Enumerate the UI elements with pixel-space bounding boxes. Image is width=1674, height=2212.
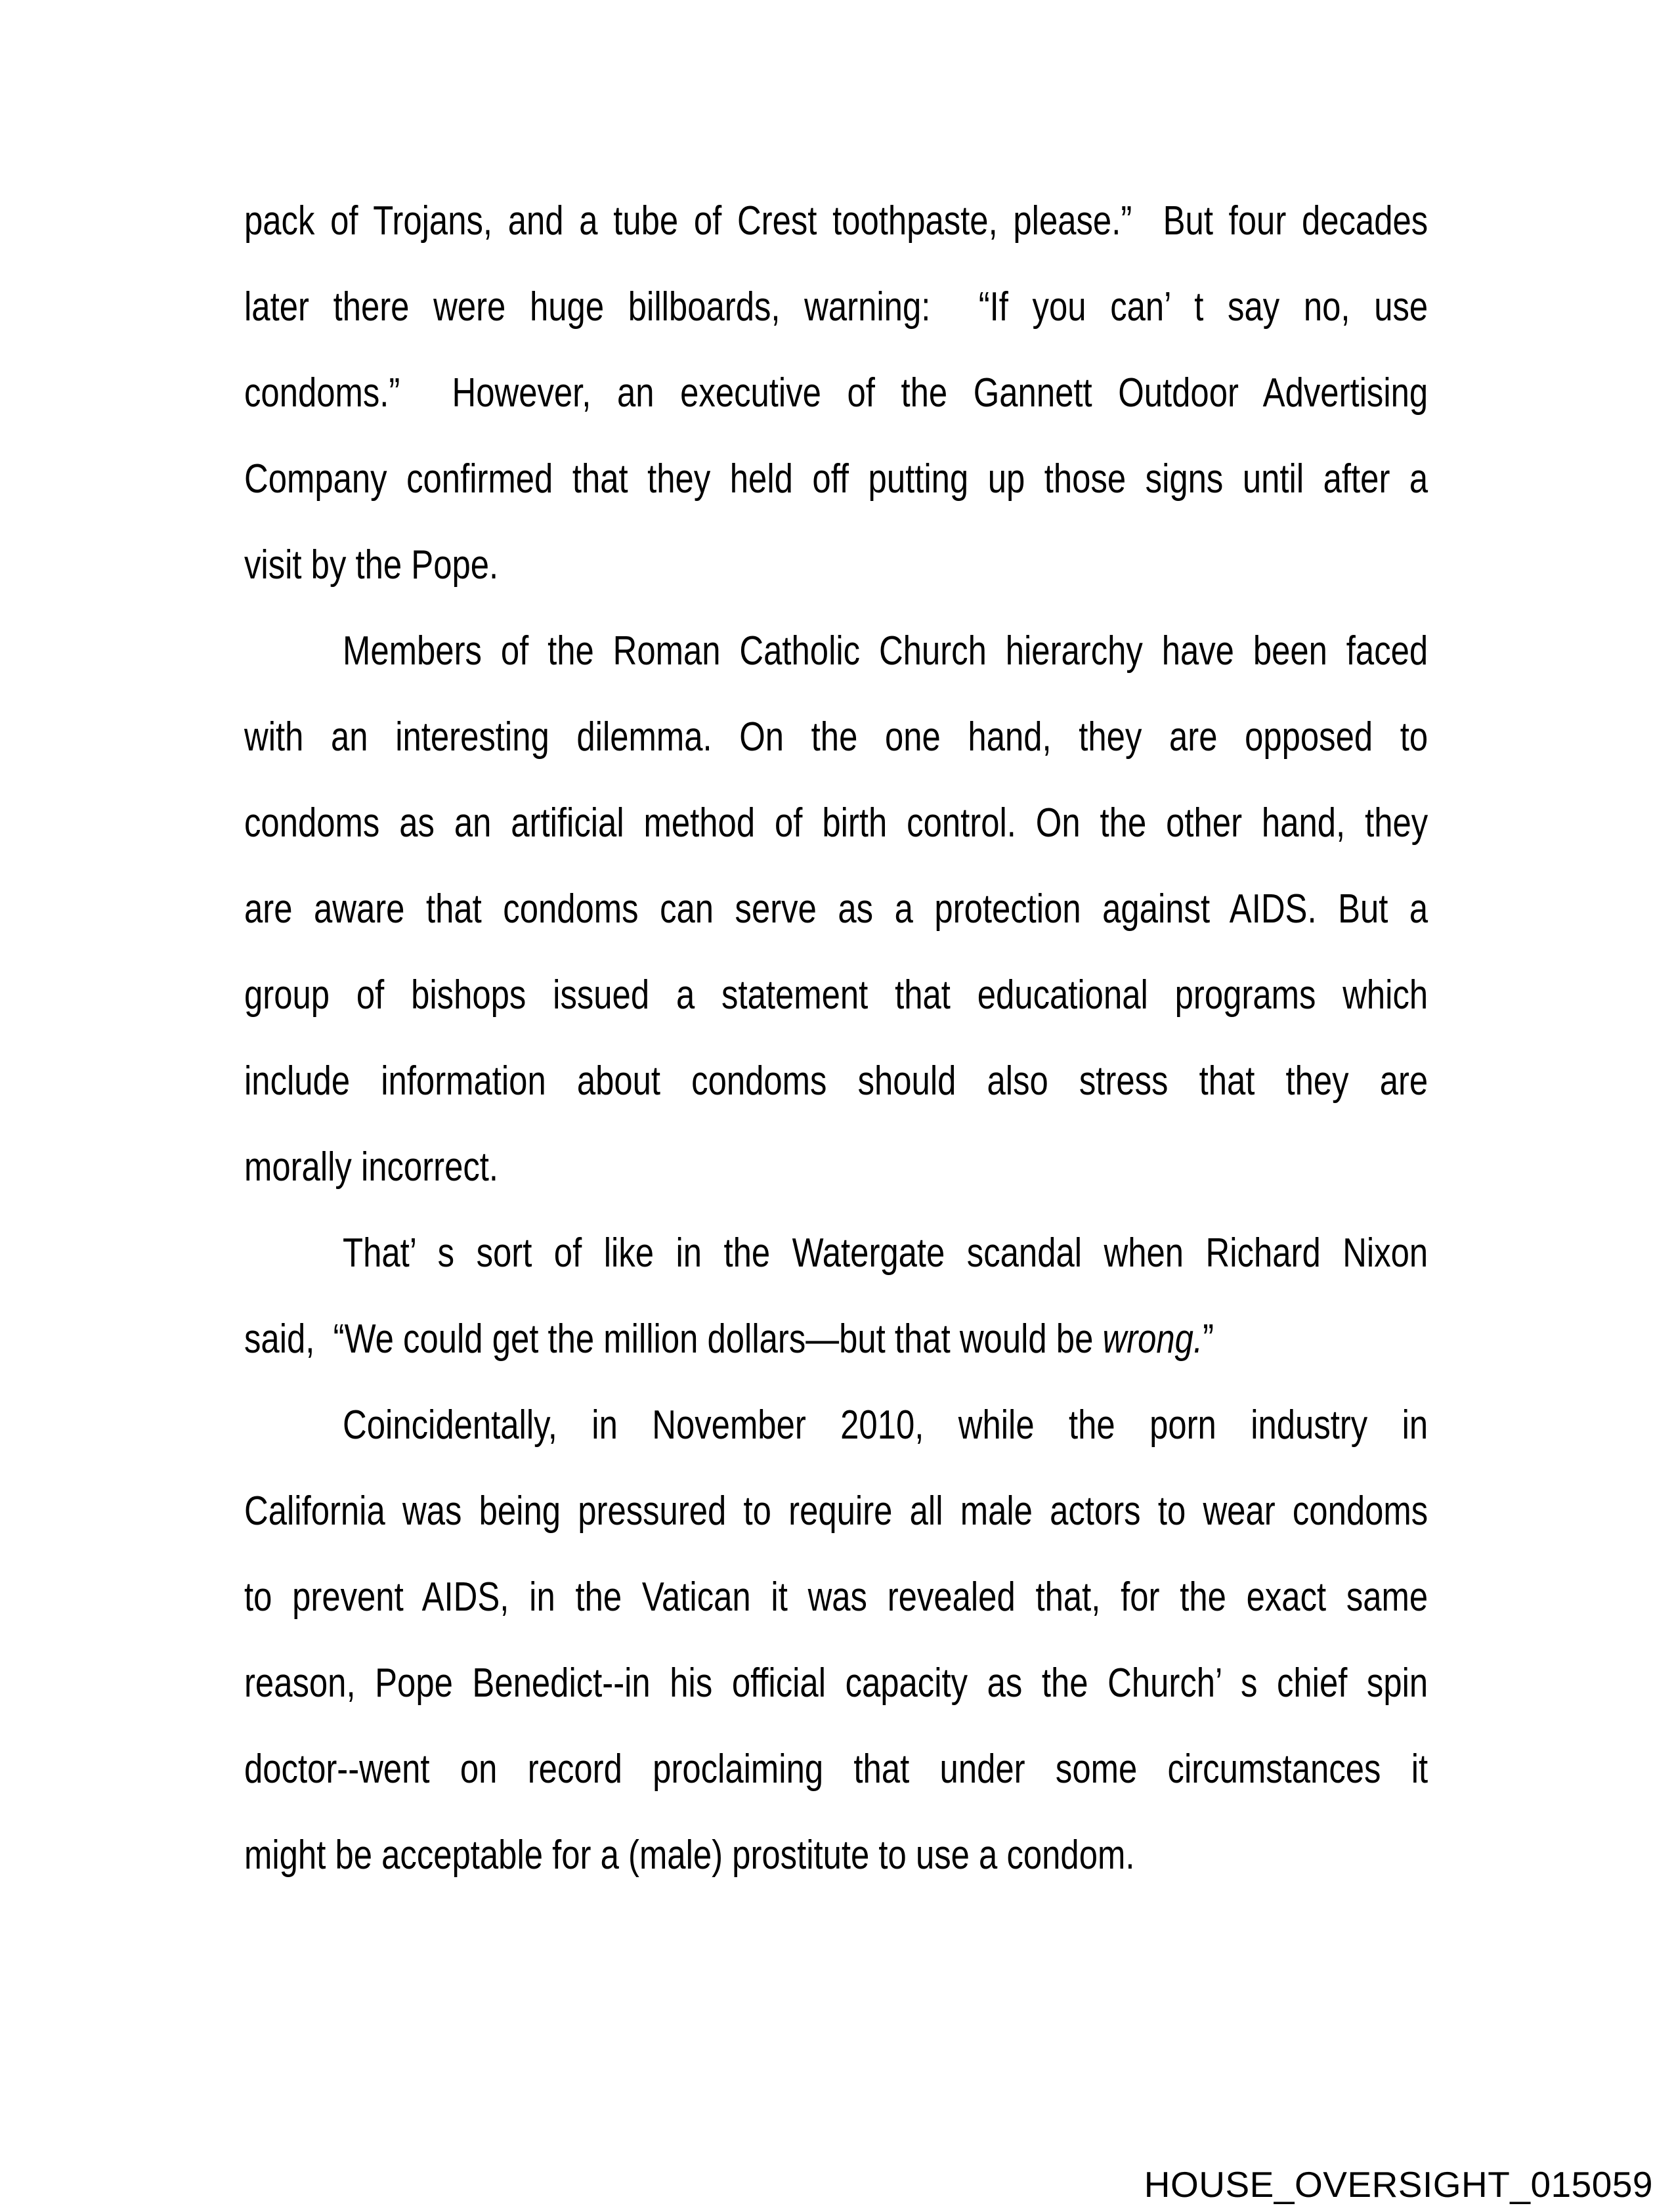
text-segment: doctor--went on record proclaiming that under some circumstances it: [244, 1746, 1428, 1792]
text-block: [244, 178, 1428, 1898]
text-line: [244, 436, 1428, 522]
text-segment: pack of Trojans, and a tube of Crest toothpaste, please.” But four decades: [244, 198, 1428, 244]
text-segment: That’ s sort of like in the Watergate scandal when Richard Nixon: [343, 1230, 1428, 1276]
text-segment: morally incorrect.: [244, 1144, 499, 1190]
text-line: [244, 608, 1428, 694]
text-segment-italic: wrong.: [1102, 1316, 1203, 1362]
text-segment: Members of the Roman Catholic Church hierarchy have been faced: [343, 628, 1428, 674]
text-line: [244, 1812, 1428, 1898]
text-segment: said, “We could get the million dollars—but that would be: [244, 1316, 1103, 1362]
text-line: [244, 1554, 1428, 1640]
text-segment: include information about condoms should also stress that they are: [244, 1058, 1428, 1104]
text-line: [244, 1038, 1428, 1124]
text-line: [244, 1640, 1428, 1726]
text-segment: ”: [1203, 1316, 1214, 1362]
text-segment: condoms as an artificial method of birth control. On the other hand, they: [244, 800, 1428, 846]
text-line: [244, 1382, 1428, 1468]
text-segment: visit by the Pope.: [244, 542, 499, 588]
text-segment: group of bishops issued a statement that educational programs which: [244, 972, 1428, 1018]
text-segment: California was being pressured to require all male actors to wear condoms: [244, 1488, 1428, 1534]
text-segment: might be acceptable for a (male) prostitute to use a condom.: [244, 1832, 1135, 1878]
text-line: [244, 1296, 1428, 1382]
text-segment: to prevent AIDS, in the Vatican it was revealed that, for the exact same: [244, 1574, 1428, 1620]
text-line: [244, 264, 1428, 350]
text-line: [244, 1210, 1428, 1296]
text-segment: reason, Pope Benedict--in his official capacity as the Church’ s chief spin: [244, 1660, 1428, 1706]
text-segment: Coincidentally, in November 2010, while the porn industry in: [343, 1402, 1428, 1448]
text-line: [244, 694, 1428, 780]
text-segment: with an interesting dilemma. On the one hand, they are opposed to: [244, 714, 1428, 760]
text-line: [244, 1124, 1428, 1210]
text-segment: condoms.” However, an executive of the Gannett Outdoor Advertising: [244, 370, 1428, 416]
text-line: [244, 1726, 1428, 1812]
text-line: [244, 350, 1428, 436]
text-line: [244, 1468, 1428, 1554]
text-line: [244, 866, 1428, 952]
text-segment: Company confirmed that they held off putting up those signs until after a: [244, 456, 1428, 502]
text-segment: are aware that condoms can serve as a protection against AIDS. But a: [244, 886, 1428, 932]
text-line: [244, 178, 1428, 264]
text-line: [244, 780, 1428, 866]
text-line: [244, 522, 1428, 608]
bates-number: HOUSE_OVERSIGHT_015059: [1144, 2164, 1653, 2205]
text-segment: later there were huge billboards, warning: “If you can’ t say no, use: [244, 284, 1428, 330]
text-line: [244, 952, 1428, 1038]
